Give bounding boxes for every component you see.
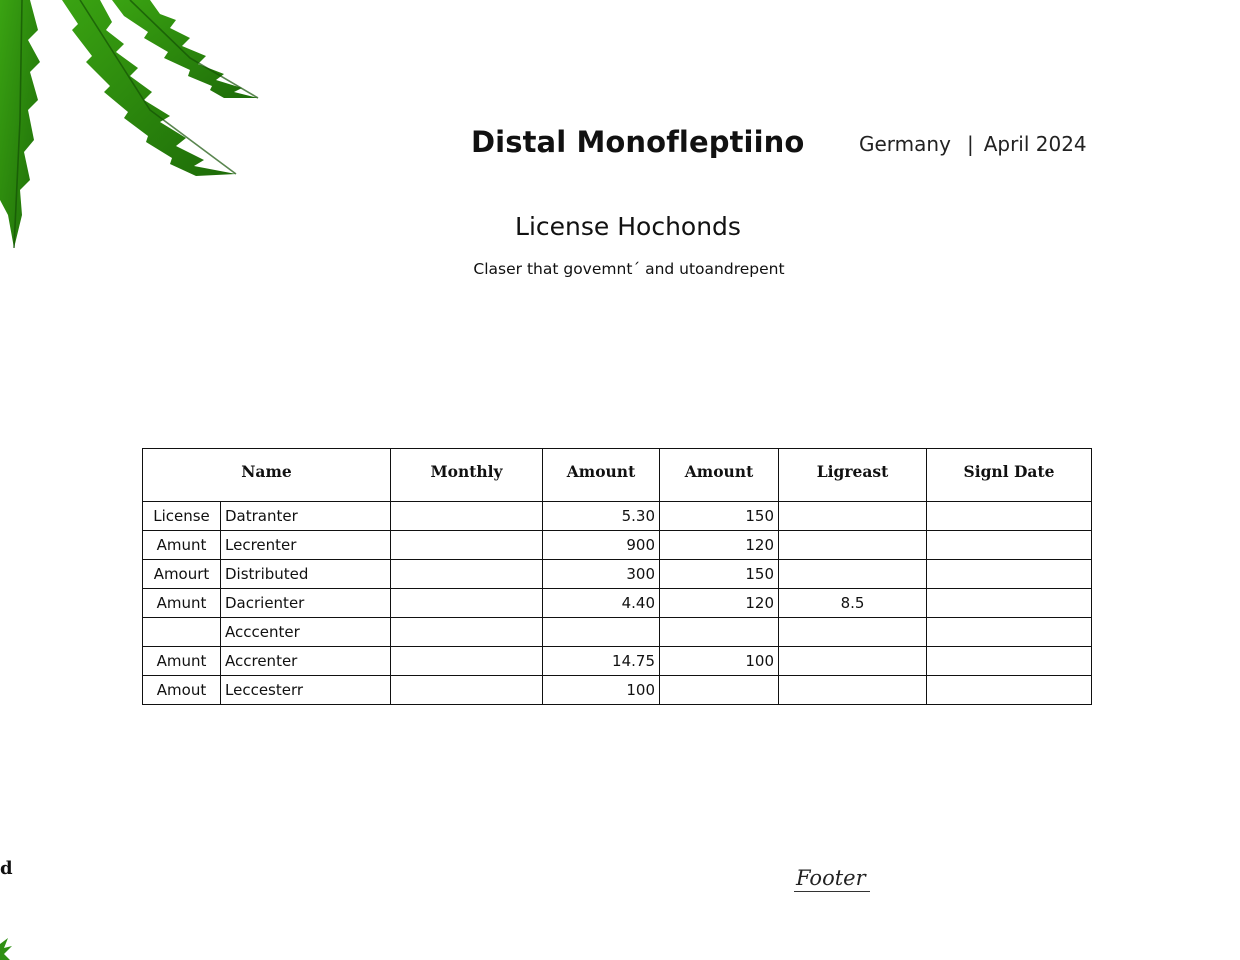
row-amount: 900 bbox=[543, 531, 660, 560]
row-signl-date bbox=[927, 647, 1092, 676]
row-signl-date bbox=[927, 502, 1092, 531]
footer-label: Footer bbox=[794, 866, 870, 892]
row-amount-2: 100 bbox=[660, 647, 779, 676]
row-monthly bbox=[391, 502, 543, 531]
document-title: Distal Monofleptiino bbox=[471, 125, 805, 159]
row-amount: 5.30 bbox=[543, 502, 660, 531]
table-row bbox=[143, 531, 1092, 560]
meta-separator: | bbox=[966, 132, 974, 156]
column-header-ligreast: Ligreast bbox=[779, 449, 927, 502]
row-amount: 14.75 bbox=[543, 647, 660, 676]
row-amount: 100 bbox=[543, 676, 660, 705]
row-monthly bbox=[391, 618, 543, 647]
country-label: Germany bbox=[859, 132, 951, 156]
row-ligreast bbox=[779, 502, 927, 531]
row-signl-date bbox=[927, 676, 1092, 705]
row-signl-date bbox=[927, 589, 1092, 618]
column-header-name: Name bbox=[143, 449, 391, 502]
table-header-row bbox=[143, 449, 1092, 502]
table-row bbox=[143, 560, 1092, 589]
row-name: Datranter bbox=[221, 502, 391, 531]
document-meta bbox=[859, 132, 1087, 156]
row-amount: 300 bbox=[543, 560, 660, 589]
license-table-container bbox=[142, 448, 1092, 705]
table-row bbox=[143, 589, 1092, 618]
row-ligreast bbox=[779, 618, 927, 647]
table-row bbox=[143, 618, 1092, 647]
row-amount-2: 150 bbox=[660, 560, 779, 589]
table-row bbox=[143, 676, 1092, 705]
column-header-monthly: Monthly bbox=[391, 449, 543, 502]
section-title: License Hochonds bbox=[515, 212, 741, 241]
row-amount: 4.40 bbox=[543, 589, 660, 618]
row-amount-2 bbox=[660, 618, 779, 647]
row-name: Accrenter bbox=[221, 647, 391, 676]
row-name: Acccenter bbox=[221, 618, 391, 647]
row-monthly bbox=[391, 560, 543, 589]
row-amount bbox=[543, 618, 660, 647]
row-name: Distributed bbox=[221, 560, 391, 589]
row-label: Amunt bbox=[143, 531, 221, 560]
row-ligreast bbox=[779, 560, 927, 589]
row-monthly bbox=[391, 647, 543, 676]
row-label: Amunt bbox=[143, 647, 221, 676]
margin-glyph: d bbox=[0, 858, 13, 879]
row-name: Lecrenter bbox=[221, 531, 391, 560]
row-amount-2: 120 bbox=[660, 589, 779, 618]
column-header-signl-date: Signl Date bbox=[927, 449, 1092, 502]
row-ligreast bbox=[779, 531, 927, 560]
row-name: Leccesterr bbox=[221, 676, 391, 705]
row-monthly bbox=[391, 589, 543, 618]
row-ligreast: 8.5 bbox=[779, 589, 927, 618]
leaf-tip-icon bbox=[0, 938, 12, 960]
row-label bbox=[143, 618, 221, 647]
row-label: Amourt bbox=[143, 560, 221, 589]
row-amount-2: 120 bbox=[660, 531, 779, 560]
section-subtitle: Claser that govemnt´ and utoandrepent bbox=[473, 260, 785, 278]
row-amount-2 bbox=[660, 676, 779, 705]
row-signl-date bbox=[927, 531, 1092, 560]
row-ligreast bbox=[779, 676, 927, 705]
table-row bbox=[143, 502, 1092, 531]
row-amount-2: 150 bbox=[660, 502, 779, 531]
row-label: Amout bbox=[143, 676, 221, 705]
column-header-amount-2: Amount bbox=[660, 449, 779, 502]
row-name: Dacrienter bbox=[221, 589, 391, 618]
table-row bbox=[143, 647, 1092, 676]
license-table bbox=[142, 448, 1092, 705]
row-label: Amunt bbox=[143, 589, 221, 618]
row-signl-date bbox=[927, 560, 1092, 589]
row-monthly bbox=[391, 531, 543, 560]
row-label: License bbox=[143, 502, 221, 531]
row-signl-date bbox=[927, 618, 1092, 647]
column-header-amount: Amount bbox=[543, 449, 660, 502]
date-label: April 2024 bbox=[983, 132, 1087, 156]
row-ligreast bbox=[779, 647, 927, 676]
row-monthly bbox=[391, 676, 543, 705]
